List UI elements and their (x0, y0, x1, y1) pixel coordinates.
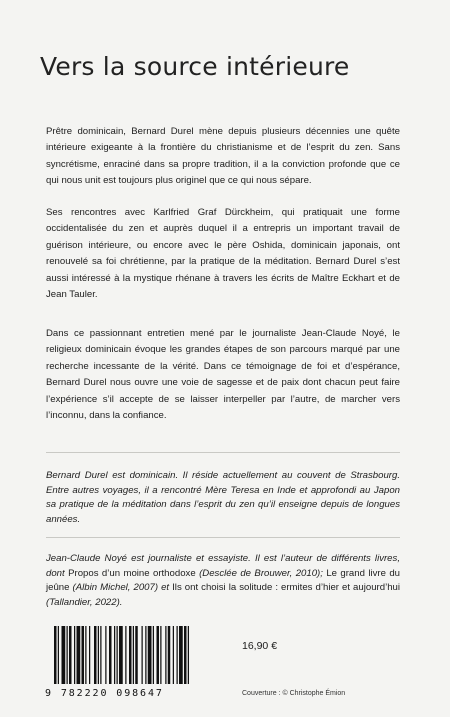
book-title-1: Propos d’un moine orthodoxe (68, 567, 196, 579)
book-title-2: Le grand livre du jeûne (46, 567, 401, 594)
isbn-barcode-icon (52, 626, 228, 686)
book-title: Vers la source intérieure (40, 52, 350, 81)
book-publisher-3: (Tallandier, 2022). (46, 596, 123, 608)
interviewer-bio (46, 552, 400, 610)
blurb-paragraph-3: Dans ce passionnant entretien mené par le journaliste Jean-Claude Noyé, le religieux dominicain évoque les grandes étapes de son parcours marqué par une recherche incessante de la vérité. Dans ce témoignage de foi et d’espérance, Bernard Durel nous ouvre une voie de sagesse et de paix dont chacun peut faire l’expérience s’il accepte de se laisser interpeller par l’autre, de marcher vers l’inconnu, dans la confiance. (46, 328, 400, 422)
divider (46, 537, 400, 538)
book-publisher-1: (Desclée de Brouwer, 2010); (195, 567, 327, 579)
divider (46, 452, 400, 453)
interviewer-bio-intro: Jean-Claude Noyé est journaliste et essayiste. Il est l’auteur de différents livres, dont (46, 553, 400, 579)
blurb-paragraph-2: Ses rencontres avec Karlfried Graf Dürckheim, qui pratiquait une forme occidentalisée du zen et auprès duquel il a entrepris un important travail de guérison intérieure, ou encore avec le père Oshida, dominicain japonais, ont renouvelé sa foi chrétienne, par la pratique de la méditation. Bernard Durel s’est aussi intéressé à la mystique rhénane à travers les écrits de Maître Eckhart et de Jean Tauler. (46, 207, 400, 301)
price-label: 16,90 € (242, 640, 278, 652)
isbn-number: 9 782220 098647 (45, 688, 164, 699)
cover-credit: Couverture : © Christophe Émion (242, 690, 346, 697)
blurb-paragraph-1: Prêtre dominicain, Bernard Durel mène depuis plusieurs décennies une quête intérieure exigeante à la frontière du christianisme et de l’esprit du zen. Sans syncrétisme, enraciné dans sa propre tradition, il a la conviction profonde que ce qui nous unit est toujours plus originel que ce qui nous sépare. (46, 126, 400, 187)
book-publisher-2: (Albin Michel, 2007) et (69, 582, 173, 594)
author-bio: Bernard Durel est dominicain. Il réside actuellement au couvent de Strasbourg. Entre autres voyages, il a rencontré Mère Teresa en Inde et approfondi au Japon sa pratique de la méditation dans l’esprit du zen qu’il enseigne depuis de longues années. (46, 470, 400, 525)
book-title-3: Ils ont choisi la solitude : ermites d’hier et aujourd’hui (172, 582, 400, 594)
